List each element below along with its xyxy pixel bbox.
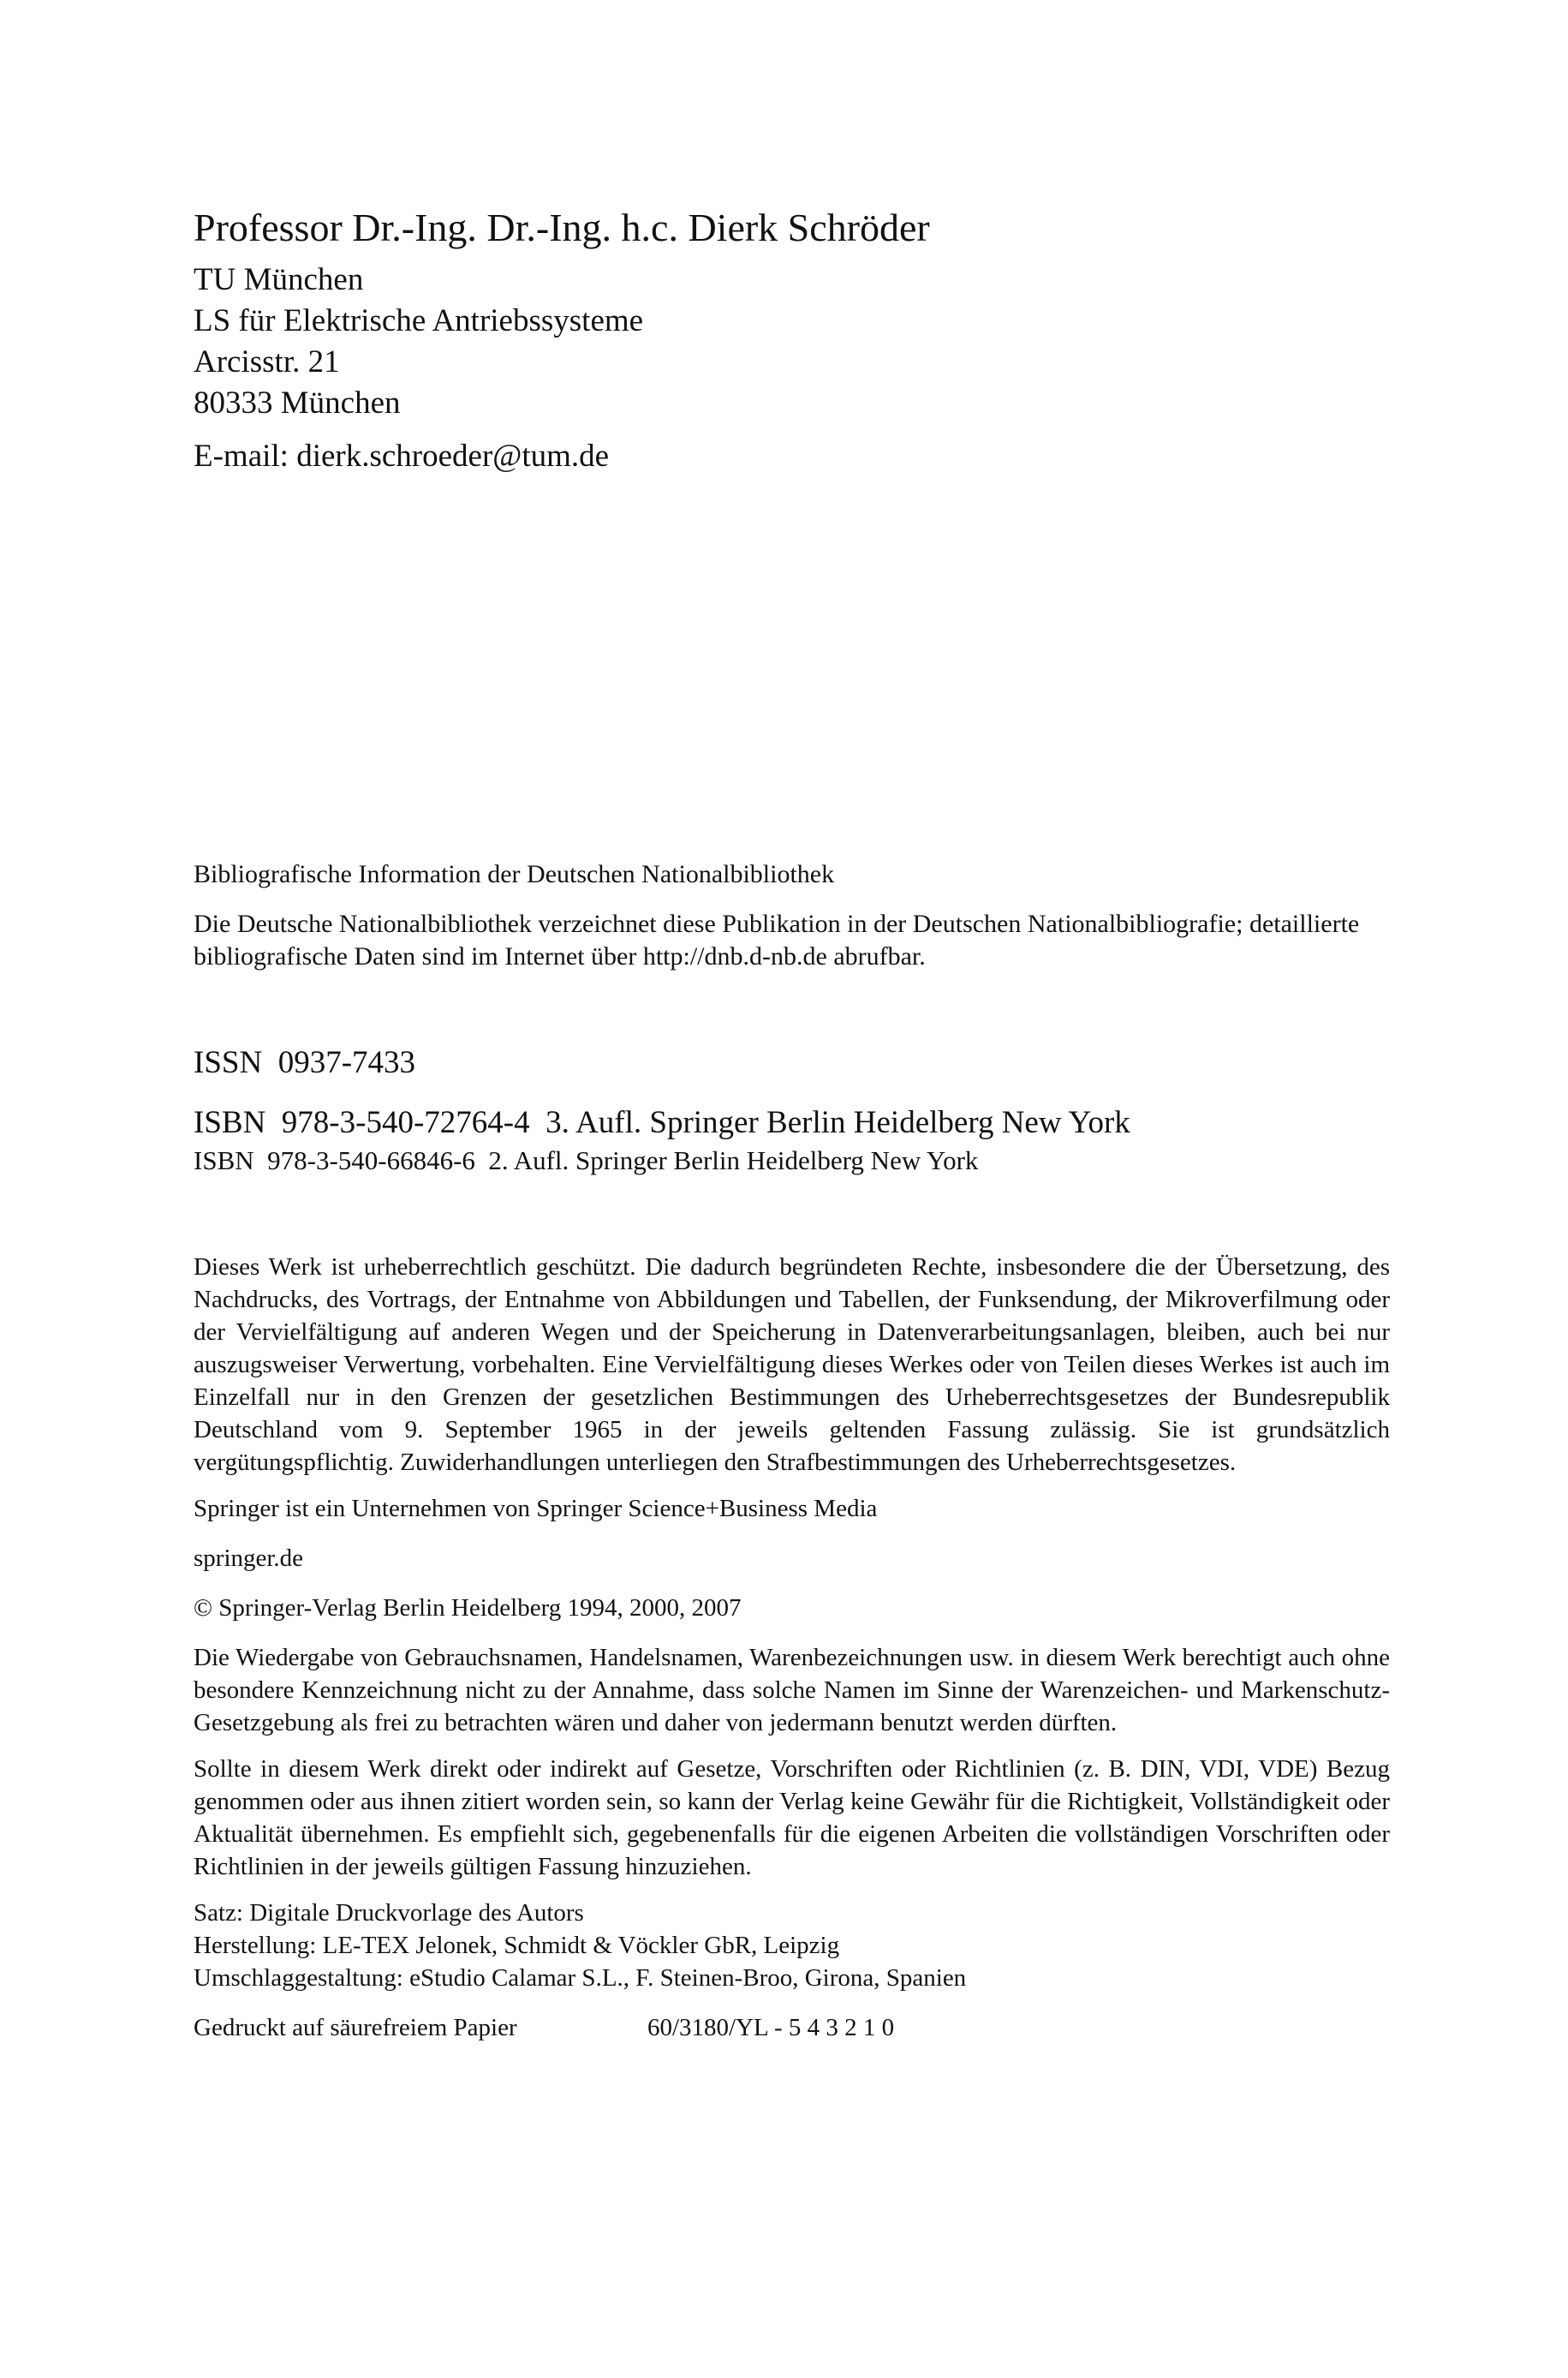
identifiers-block — [194, 1043, 1392, 1179]
bibliographic-text: Die Deutsche Nationalbibliothek verzeichnet diese Publikation in der Deutschen Nationalbibliografie; detaillierte bibliografische Daten sind im Internet über http://dnb.d-nb.de abrufbar. — [194, 910, 1360, 971]
legal-block — [194, 1251, 1390, 2044]
publisher-website: springer.de — [194, 1545, 304, 1572]
issn: ISSN 0937-7433 — [194, 1045, 416, 1080]
trademark-notice: Die Wiedergabe von Gebrauchsnamen, Handelsnamen, Warenbezeichnungen usw. in diesem Werk berechtigt auch ohne besondere Kennzeichnung nicht zu der Annahme, dass solche Namen im Sinne der Warenzeichen- und Markenschutz-Gesetzgebung als frei zu betrachten wären und daher von jedermann benutzt werden dürften. — [194, 1644, 1390, 1736]
credit-typesetting: Satz: Digitale Druckvorlage des Autors — [194, 1899, 584, 1927]
credit-production: Herstellung: LE-TEX Jelonek, Schmidt & Vöckler GbR, Leipzig — [194, 1932, 840, 1959]
address-line-university: TU München — [194, 261, 364, 297]
isbn-secondary: ISBN 978-3-540-66846-6 2. Aufl. Springer Berlin Heidelberg New York — [194, 1145, 979, 1175]
author-name: Professor Dr.-Ing. Dr.-Ing. h.c. Dierk Schröder — [194, 206, 930, 249]
author-block — [194, 206, 1392, 477]
bibliographic-info — [194, 858, 1392, 973]
address-line-city: 80333 München — [194, 385, 401, 421]
credit-cover-design: Umschlaggestaltung: eStudio Calamar S.L., F. Steinen-Broo, Girona, Spanien — [194, 1964, 967, 1992]
copyright-line: © Springer-Verlag Berlin Heidelberg 1994, 2000, 2007 — [194, 1594, 742, 1622]
address-line-department: LS für Elektrische Antriebssysteme — [194, 302, 644, 338]
publisher-note: Springer ist ein Unternehmen von Springer Science+Business Media — [194, 1495, 878, 1522]
author-email: E-mail: dierk.schroeder@tum.de — [194, 438, 610, 474]
isbn-main: ISBN 978-3-540-72764-4 3. Aufl. Springer Berlin Heidelberg New York — [194, 1105, 1130, 1140]
printing-line — [194, 2011, 1390, 2044]
address-line-street: Arcisstr. 21 — [194, 344, 340, 379]
paper-note: Gedruckt auf säurefreiem Papier — [194, 2014, 517, 2041]
print-code: 60/3180/YL - 5 4 3 2 1 0 — [647, 2014, 895, 2041]
copyright-notice: Dieses Werk ist urheberrechtlich geschützt. Die dadurch begründeten Rechte, insbesondere die der Übersetzung, des Nachdrucks, des Vortrags, der Entnahme von Abbildungen und Tabellen, der Funksendung, der Mikroverfilmung oder der Vervielfältigung auf anderen Wegen und der Speicherung in Datenverarbeitungsanlagen, bleiben, auch bei nur auszugsweiser Verwertung, vorbehalten. Eine Vervielfältigung dieses Werkes oder von Teilen dieses Werkes ist auch im Einzelfall nur in den Grenzen der gesetzlichen Bestimmungen des Urheberrechtsgesetzes der Bundesrepublik Deutschland vom 9. September 1965 in der jeweils geltenden Fassung zulässig. Sie ist grundsätzlich vergütungspflichtig. Zuwiderhandlungen unterliegen den Strafbestimmungen des Urheberrechtsgesetzes. — [194, 1253, 1390, 1476]
disclaimer: Sollte in diesem Werk direkt oder indirekt auf Gesetze, Vorschriften oder Richtlinien (z. B. DIN, VDI, VDE) Bezug genommen oder aus ihnen zitiert worden sein, so kann der Verlag keine Gewähr für die Richtigkeit, Vollständigkeit oder Aktualität übernehmen. Es empfiehlt sich, gegebenenfalls für die eigenen Arbeiten die vollständigen Vorschriften oder Richtlinien in der jeweils gültigen Fassung hinzuziehen. — [194, 1755, 1390, 1880]
bibliographic-title: Bibliografische Information der Deutschen Nationalbibliothek — [194, 860, 835, 888]
production-credits — [194, 1897, 1390, 1994]
